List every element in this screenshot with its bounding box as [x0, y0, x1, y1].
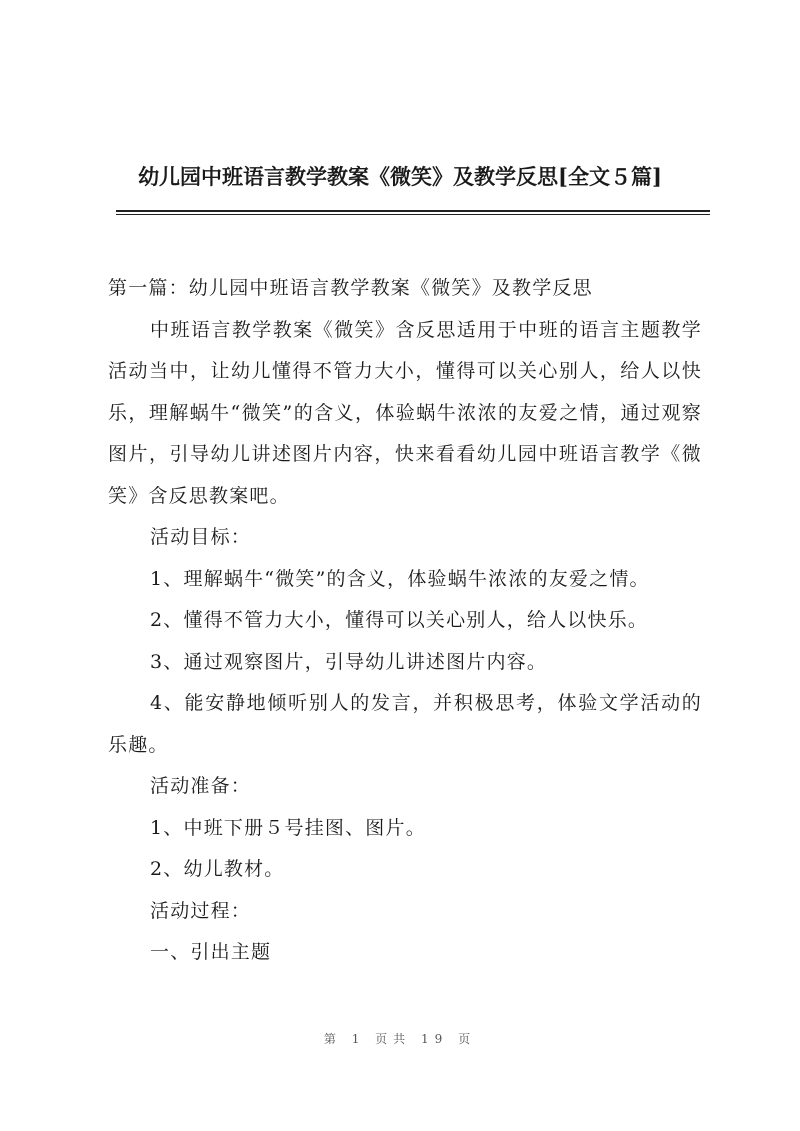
goal-item-2: 2、懂得不管力大小，懂得可以关心别人，给人以快乐。 — [150, 609, 649, 631]
preparation-heading: 活动准备： — [150, 775, 252, 797]
process-step-1: 一、引出主题 — [150, 941, 272, 963]
page-footer: 第 1 页共 19 页 — [323, 1032, 477, 1046]
goal-item-3: 3、通过观察图片，引导幼儿讲述图片内容。 — [150, 650, 548, 673]
title-rule-thin — [116, 214, 710, 215]
goal-item-1: 1、理解蜗牛“微笑”的含义，体验蜗牛浓浓的友爱之情。 — [150, 567, 650, 590]
title-rule-thick — [116, 210, 710, 212]
section-heading: 第一篇：幼儿园中班语言教学教案《微笑》及教学反思 — [108, 277, 593, 299]
process-heading: 活动过程： — [150, 899, 252, 922]
document-body — [108, 268, 702, 974]
document-title: 幼儿园中班语言教学教案《微笑》及教学反思[全文５篇] — [138, 164, 662, 189]
preparation-item-1: 1、中班下册５号挂图、图片。 — [150, 816, 426, 839]
preparation-item-2: 2、幼儿教材。 — [150, 858, 285, 880]
intro-paragraph: 中班语言教学教案《微笑》含反思适用于中班的语言主题教学活动当中，让幼儿懂得不管力大小，懂得可以关心别人，给人以快乐，理解蜗牛“微笑”的含义，体验蜗牛浓浓的友爱之情，通过观察图片，引导幼儿讲述图片内容，快来看看幼儿园中班语言教学《微笑》含反思教案吧。 — [108, 318, 702, 507]
goals-heading: 活动目标： — [150, 526, 252, 548]
goal-item-4: 4、能安静地倾听别人的发言，并积极思考，体验文学活动的乐趣。 — [108, 692, 702, 756]
